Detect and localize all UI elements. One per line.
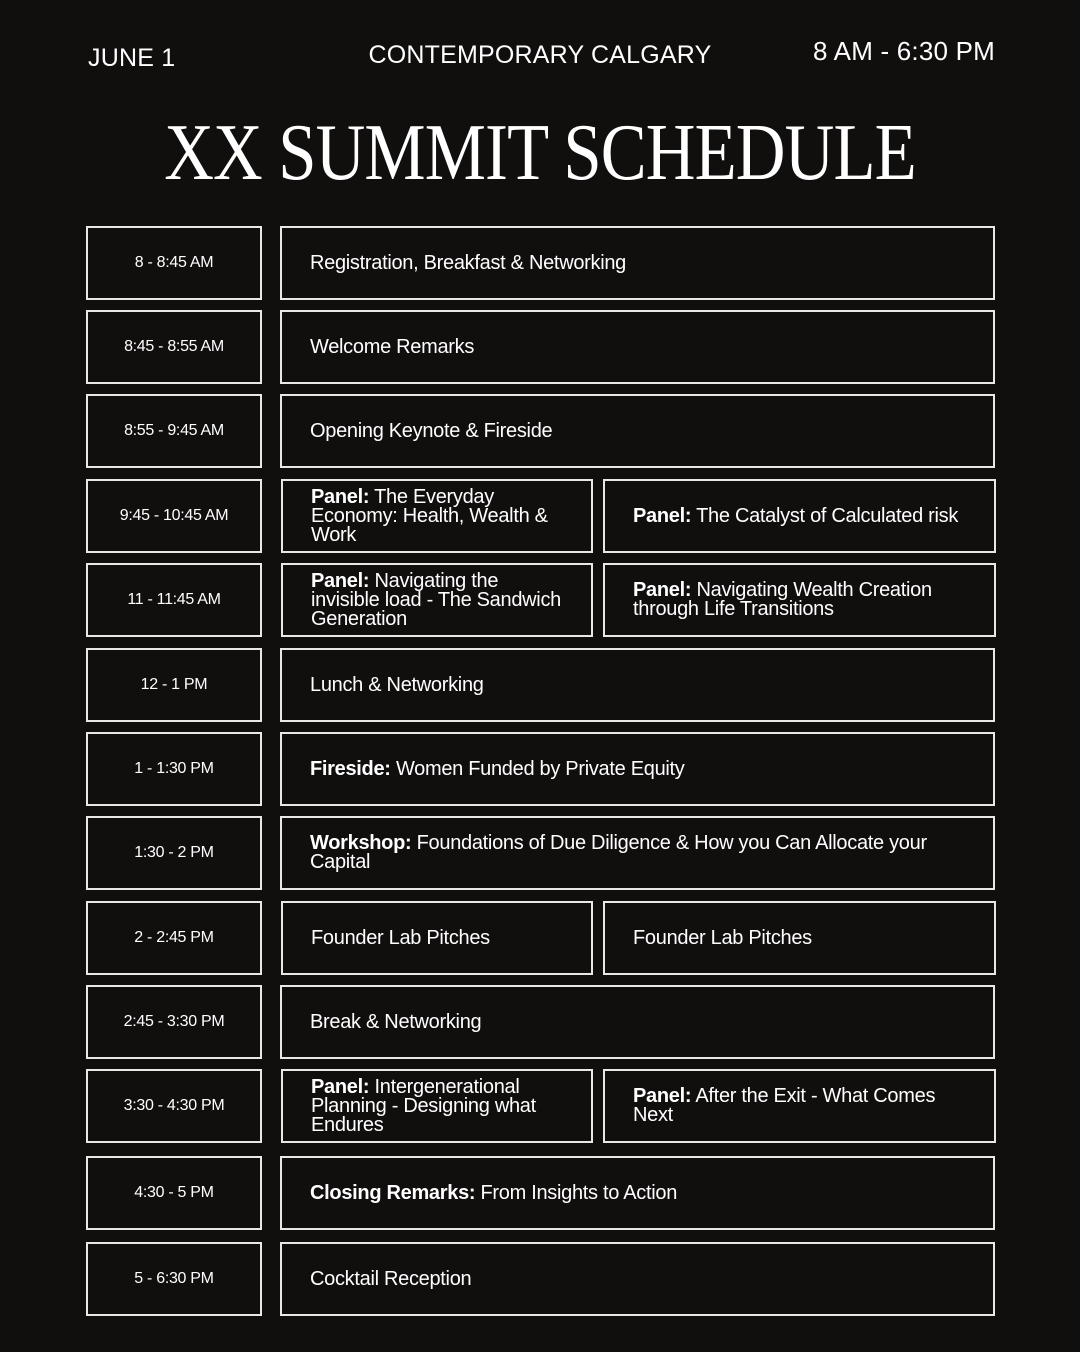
session-title: After the Exit - What Comes Next (633, 1085, 936, 1126)
session-title: Navigating the invisible load - The Sandwich Generation (311, 569, 561, 630)
event-date: JUNE 1 (88, 44, 176, 72)
schedule-row (86, 985, 995, 1059)
session-title: Founder Lab Pitches (633, 926, 812, 949)
session-title: Foundations of Due Diligence & How you Can Allocate your Capital (310, 832, 927, 873)
time-slot: 8:45 - 8:55 AM (86, 310, 262, 384)
session-title: The Everyday Economy: Health, Wealth & Work (311, 485, 548, 546)
schedule-row (86, 732, 995, 806)
session-type: Panel: (633, 579, 692, 601)
session-title: Opening Keynote & Fireside (310, 419, 553, 442)
session-block (603, 901, 996, 975)
session-block (281, 563, 593, 637)
schedule-row (86, 1242, 995, 1316)
page-title: XX SUMMIT SCHEDULE (164, 109, 916, 197)
session-title: From Insights to Action (480, 1181, 678, 1204)
schedule-row (86, 394, 995, 468)
schedule-row (86, 648, 995, 722)
session-block (603, 479, 996, 553)
session-type: Workshop: (310, 832, 412, 854)
session-title: Navigating Wealth Creation through Life Transitions (633, 579, 932, 620)
session-title: The Catalyst of Calculated risk (696, 504, 959, 527)
session-type: Panel: (633, 504, 692, 527)
time-slot: 12 - 1 PM (86, 648, 262, 722)
session-block (281, 1069, 593, 1143)
schedule-row (86, 226, 995, 300)
session-block (281, 901, 593, 975)
time-slot: 11 - 11:45 AM (86, 563, 262, 637)
schedule-row (86, 310, 995, 384)
time-slot: 8 - 8:45 AM (86, 226, 262, 300)
session-type: Fireside: (310, 757, 391, 780)
time-slot: 3:30 - 4:30 PM (86, 1069, 262, 1143)
session-title: Lunch & Networking (310, 673, 484, 696)
session-title: Founder Lab Pitches (311, 926, 490, 949)
session-title: Women Funded by Private Equity (395, 757, 685, 780)
session-block (280, 985, 995, 1059)
schedule-row (86, 1156, 995, 1230)
session-block (280, 816, 995, 890)
session-block (603, 563, 996, 637)
session-type: Closing Remarks: (310, 1181, 476, 1204)
session-block (280, 1242, 995, 1316)
session-title: Registration, Breakfast & Networking (310, 251, 627, 274)
session-block (280, 394, 995, 468)
session-title: Cocktail Reception (310, 1267, 472, 1290)
session-block (603, 1069, 996, 1143)
event-venue: CONTEMPORARY CALGARY (368, 41, 712, 69)
session-title: Welcome Remarks (310, 335, 475, 358)
session-block (280, 648, 995, 722)
session-type: Panel: (311, 1075, 370, 1098)
schedule-row (86, 1069, 995, 1143)
time-slot: 8:55 - 9:45 AM (86, 394, 262, 468)
session-block (281, 479, 593, 553)
session-type: Panel: (311, 485, 370, 508)
time-slot: 2 - 2:45 PM (86, 901, 262, 975)
time-slot: 4:30 - 5 PM (86, 1156, 262, 1230)
time-slot: 9:45 - 10:45 AM (86, 479, 262, 553)
event-hours: 8 AM - 6:30 PM (813, 36, 995, 66)
schedule-row (86, 563, 995, 637)
session-block (280, 1156, 995, 1230)
session-type: Panel: (633, 1085, 692, 1107)
time-slot: 5 - 6:30 PM (86, 1242, 262, 1316)
session-title: Intergenerational Planning - Designing what Endures (311, 1075, 536, 1136)
session-type: Panel: (311, 569, 370, 592)
time-slot: 1 - 1:30 PM (86, 732, 262, 806)
time-slot: 1:30 - 2 PM (86, 816, 262, 890)
session-block (280, 226, 995, 300)
schedule-row (86, 816, 995, 890)
schedule-row (86, 901, 995, 975)
schedule-row (86, 479, 995, 553)
time-slot: 2:45 - 3:30 PM (86, 985, 262, 1059)
session-block (280, 310, 995, 384)
session-block (280, 732, 995, 806)
session-title: Break & Networking (310, 1010, 482, 1033)
